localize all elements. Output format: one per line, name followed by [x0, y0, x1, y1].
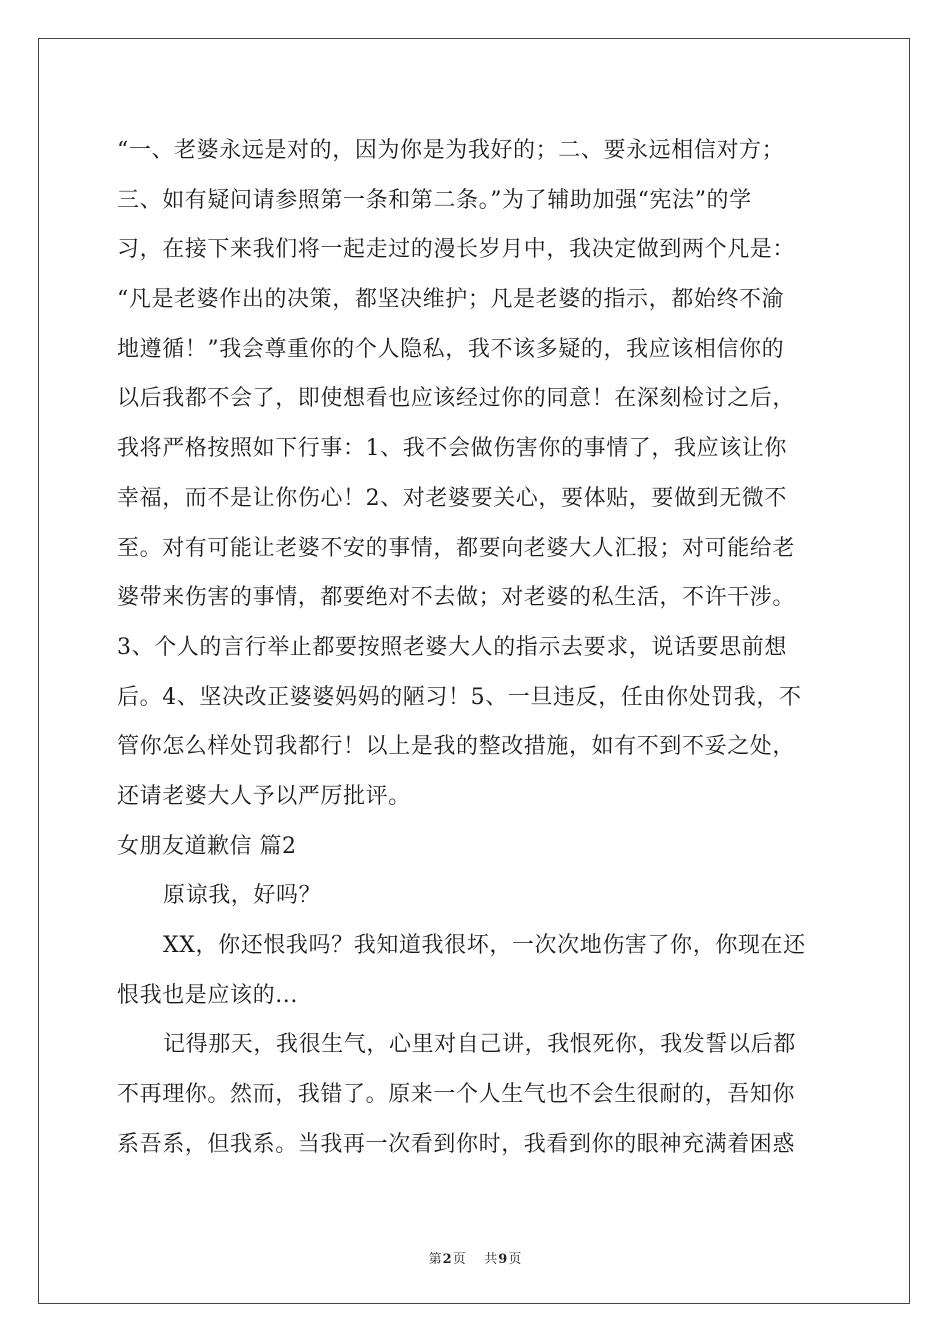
text-line: 3、个人的言行举止都要按照老婆大人的指示去要求，说话要思前想	[117, 634, 787, 660]
text-line: 我将严格按照如下行事：1、我不会做伤害你的事情了，我应该让你	[117, 436, 787, 462]
page-footer	[0, 1248, 950, 1267]
text-line: 婆带来伤害的事情，都要绝对不去做；对老婆的私生活，不许干涉。	[117, 585, 796, 611]
document-body	[117, 126, 837, 1169]
text-line: 还请老婆大人予以严厉批评。	[117, 783, 411, 809]
text-line: 以后我都不会了，即使想看也应该经过你的同意！在深刻检讨之后，	[117, 386, 796, 412]
total-pages: 9	[498, 1252, 508, 1267]
text-line: 幸福，而不是让你伤心！2、对老婆要关心，要体贴，要做到无微不	[117, 485, 787, 511]
text-line: 恨我也是应该的...	[117, 982, 298, 1008]
total-label-suffix: 页	[508, 1252, 522, 1267]
greeting-line: 原谅我，好吗？	[163, 883, 322, 909]
text-line: 三、如有疑问请参照第一条和第二条。”为了辅助加强“宪法”的学	[117, 187, 752, 213]
text-line: XX，你还恨我吗？我知道我很坏，一次次地伤害了你，你现在还	[163, 933, 806, 958]
text-line: 记得那天，我很生气，心里对自己讲，我恨死你，我发誓以后都	[163, 1032, 796, 1058]
text-line: 系吾系，但我系。当我再一次看到你时，我看到你的眼神充满着困惑	[117, 1131, 796, 1157]
text-line: 不再理你。然而，我错了。原来一个人生气也不会生很耐的，吾知你	[117, 1082, 796, 1108]
text-line: 后。4、坚决改正婆婆妈妈的陋习！5、一旦违反，任由你处罚我，不	[117, 684, 802, 710]
text-line: 习，在接下来我们将一起走过的漫长岁月中，我决定做到两个凡是：	[117, 237, 796, 263]
text-line: 地遵循！”我会尊重你的个人隐私，我不该多疑的，我应该相信你的	[117, 336, 785, 362]
text-line: “凡是老婆作出的决策，都坚决维护；凡是老婆的指示，都始终不渝	[117, 287, 785, 313]
page-label-prefix: 第	[428, 1252, 442, 1267]
page-label-suffix: 页	[452, 1252, 466, 1267]
total-label-prefix: 共	[484, 1252, 498, 1267]
section-heading: 女朋友道歉信 篇2	[117, 833, 297, 859]
text-line: 至。对有可能让老婆不安的事情，都要向老婆大人汇报；对可能给老	[117, 535, 796, 561]
text-line: 管你怎么样处罚我都行！以上是我的整改措施，如有不到不妥之处，	[117, 734, 796, 760]
page-number: 2	[442, 1252, 452, 1267]
text-line: “一、老婆永远是对的，因为你是为我好的；二、要永远相信对方；	[117, 138, 785, 163]
